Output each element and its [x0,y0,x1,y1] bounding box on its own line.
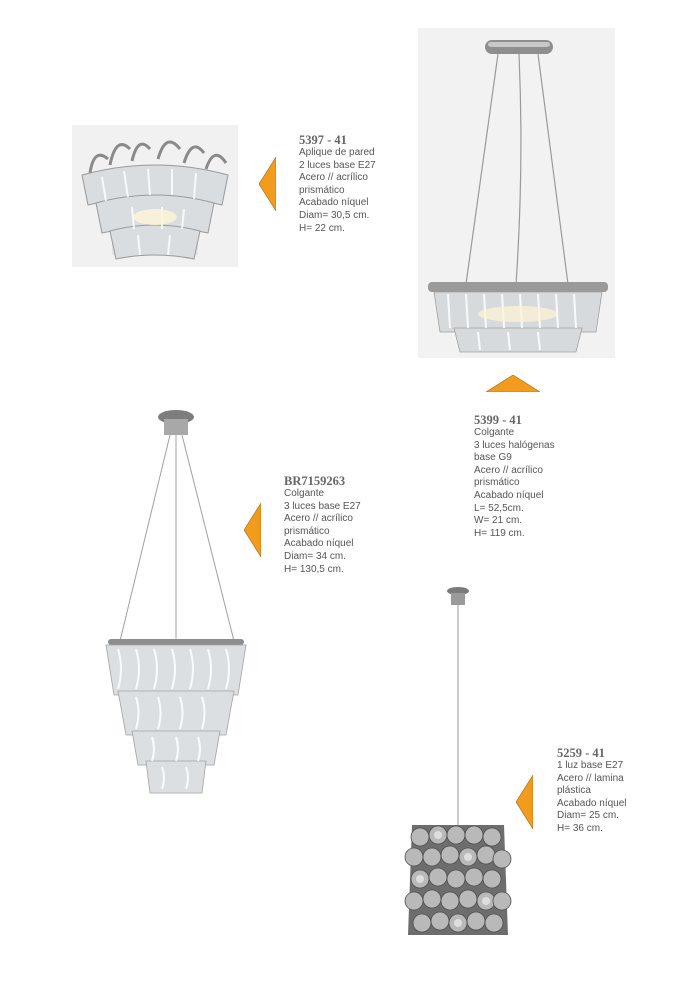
wall-sconce-image [72,125,238,267]
spec-line: L= 52,5cm. [474,502,524,514]
spec-colgante-tres-niveles [284,474,361,576]
arrow-left-icon [259,157,276,211]
spec-line: 3 luces halógenas [474,439,555,451]
spec-line: H= 36 cm. [557,822,603,834]
spec-line: Diam= 30,5 cm. [299,209,370,221]
spec-line: H= 119 cm. [474,527,525,539]
product-code: 5259 - 41 [557,746,605,760]
arrow-left-icon [244,503,261,557]
spec-line: Acabado níquel [299,197,369,209]
spec-colgante-lamina [557,746,627,836]
spec-line: Acero // acrílico [284,513,353,525]
spec-colgante-halogeno [474,413,555,540]
spec-line: Colgante [474,427,515,438]
spec-line: Acero // acrílico [474,464,543,476]
spec-line: Acero // acrílico [299,172,368,184]
spec-line: 3 luces base E27 [284,500,361,512]
halogen-pendant-drawing [418,28,615,358]
halogen-pendant-image [418,28,615,358]
spec-line: 1 luz base E27 [557,760,624,771]
spec-line: Acero // lamina [557,772,624,784]
tiered-pendant-drawing [100,405,252,797]
spec-line: Colgante [284,488,325,499]
spec-line: Aplique de pared [299,147,375,158]
product-code: BR7159263 [284,474,346,488]
arrow-left-icon [516,775,533,829]
spec-line: H= 130,5 cm. [284,563,344,575]
wall-sconce-drawing [72,125,238,267]
spec-line: 2 luces base E27 [299,159,376,171]
spec-aplique [299,133,376,235]
spec-line: H= 22 cm. [299,222,345,234]
spec-line: Acabado níquel [474,489,544,501]
tiered-pendant-image [100,405,252,797]
spec-line: Acabado níquel [284,538,354,550]
product-code: 5399 - 41 [474,413,522,427]
disc-pendant-image [398,585,516,940]
spec-line: Acabado níquel [557,797,627,809]
arrow-up-icon [486,375,540,392]
spec-line: plástica [557,785,591,797]
product-code: 5397 - 41 [299,133,347,147]
spec-line: Diam= 34 cm. [284,550,346,562]
spec-line: prismático [284,525,330,537]
spec-line: base G9 [474,452,512,464]
spec-line: prismático [299,184,345,196]
spec-line: W= 21 cm. [474,515,523,527]
spec-line: prismático [474,477,520,489]
spec-line: Diam= 25 cm. [557,810,619,822]
disc-pendant-drawing [398,585,516,940]
